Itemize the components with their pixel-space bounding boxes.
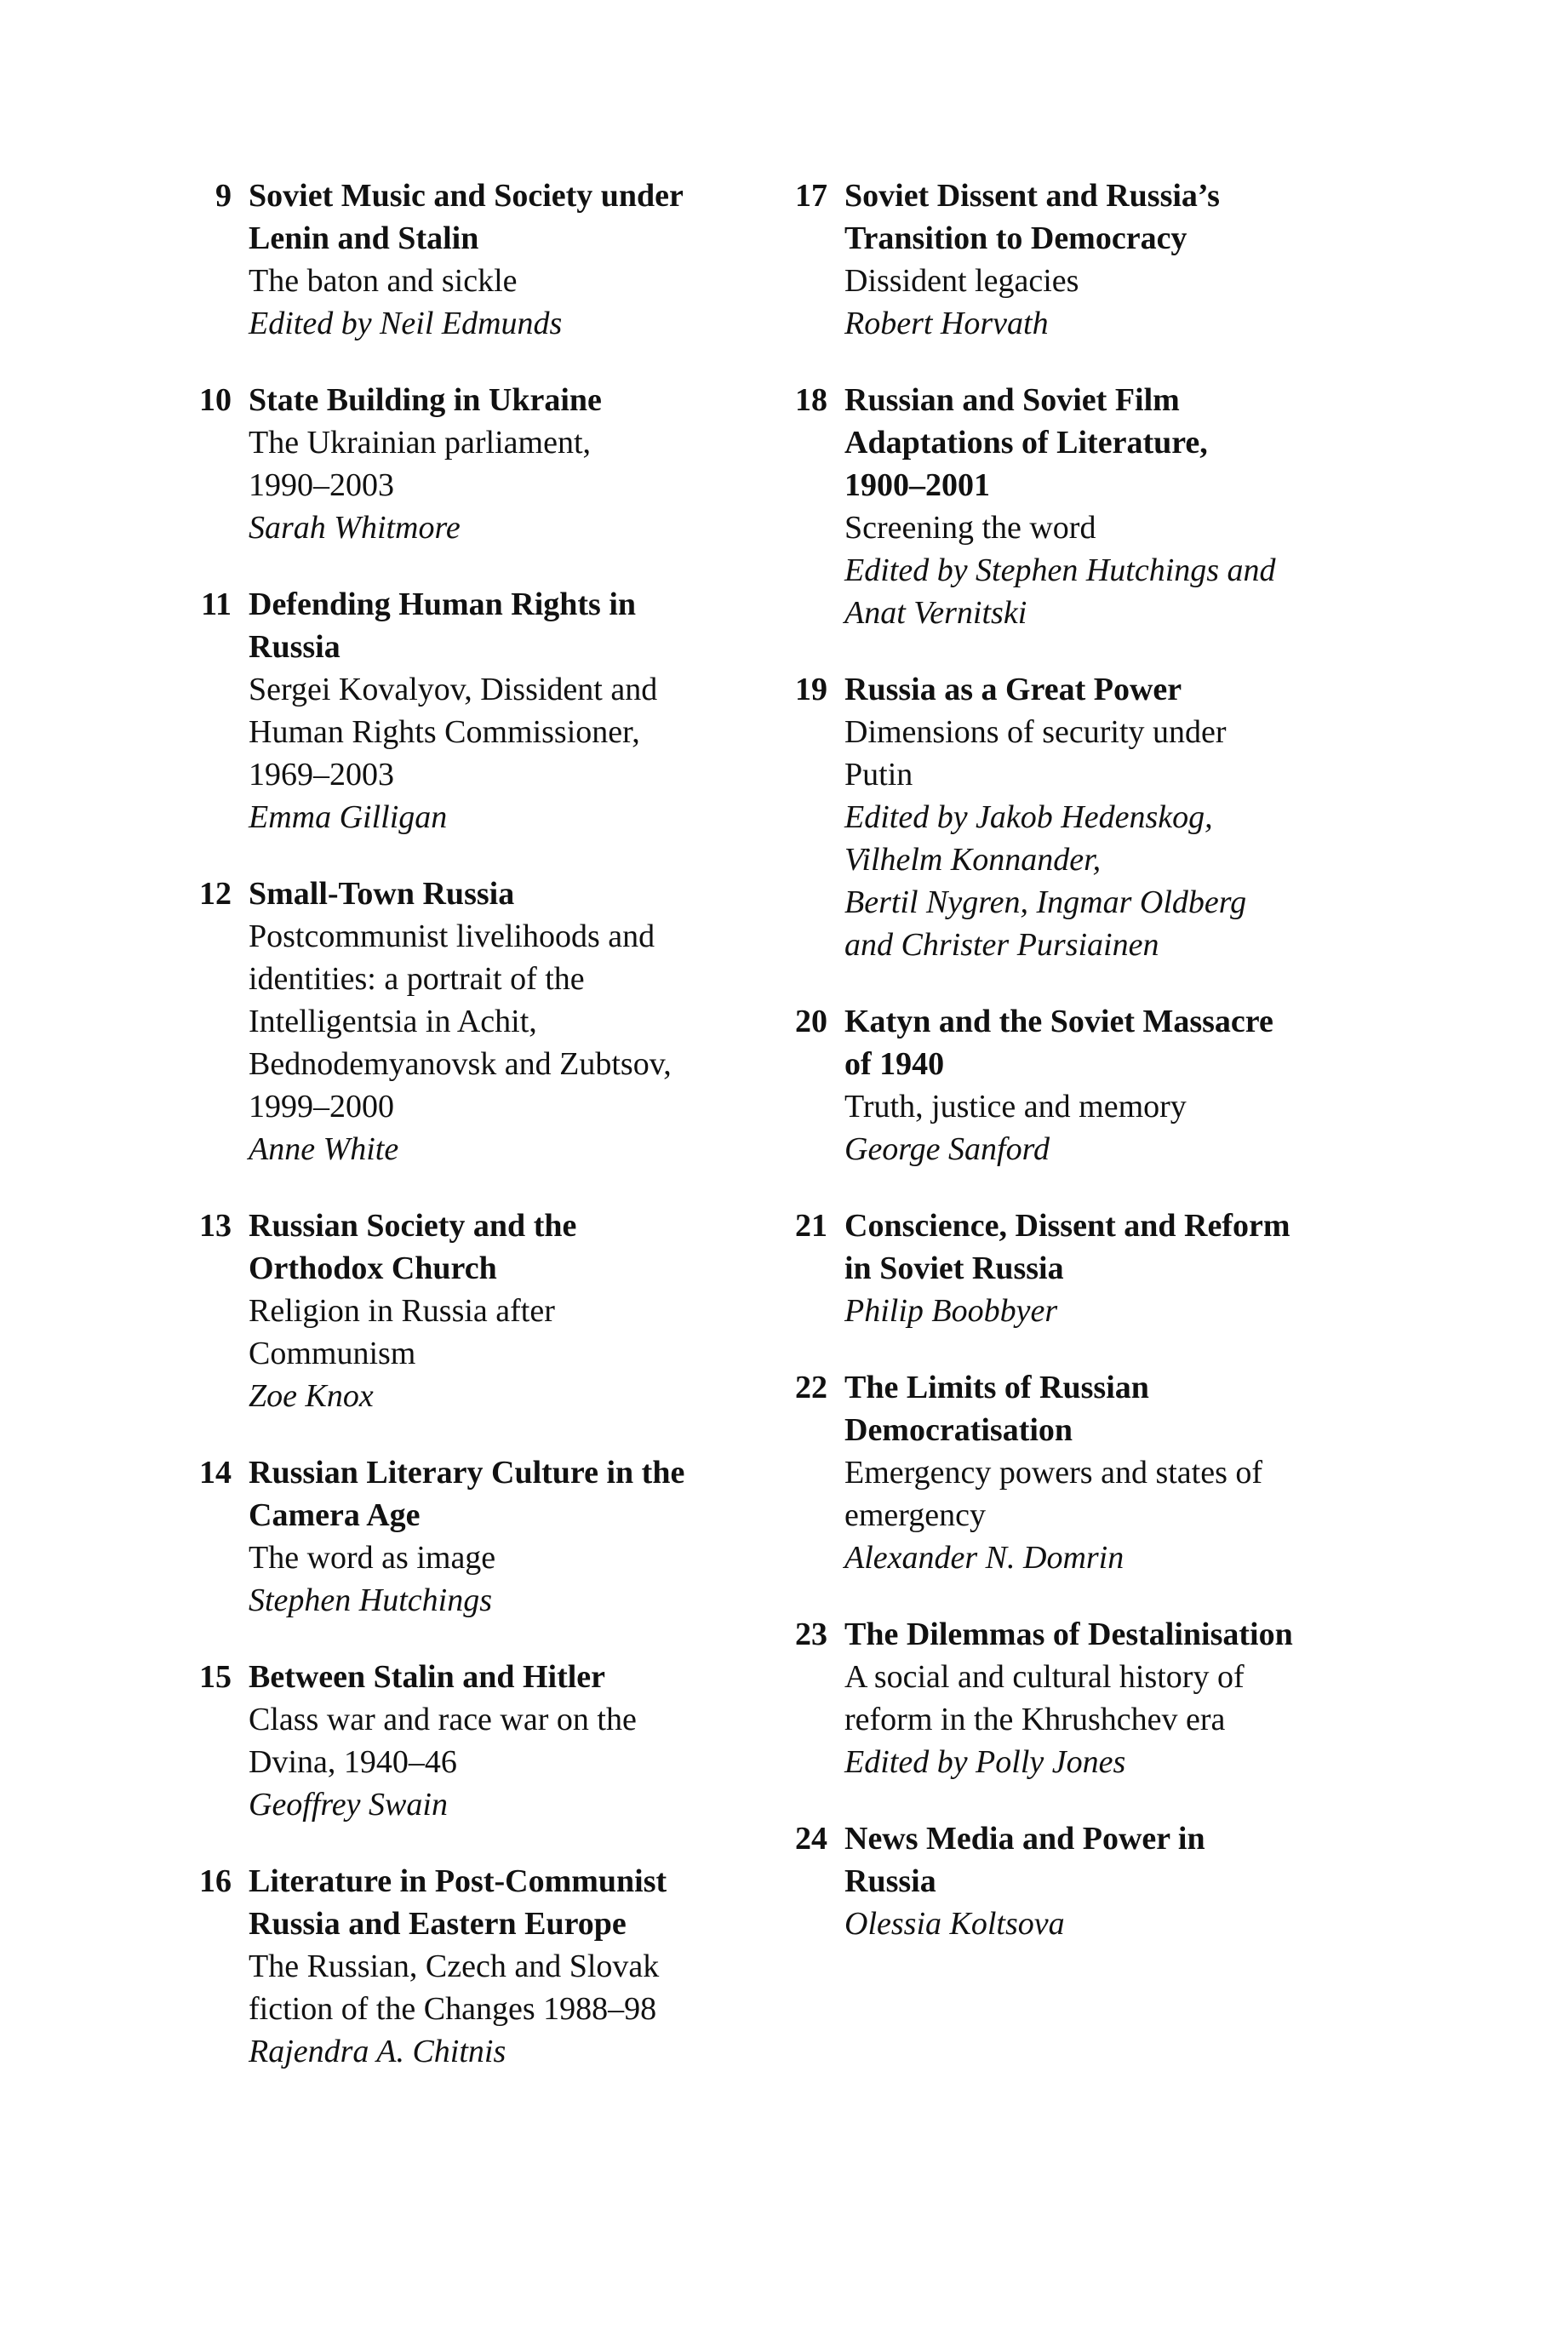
entry-title: Between Stalin and Hitler: [249, 1659, 606, 1695]
series-entry: [775, 668, 1388, 966]
entry-author: Edited by Polly Jones: [844, 1744, 1126, 1780]
right-column: [775, 175, 1388, 1979]
entry-number: 18: [795, 382, 827, 418]
entry-author: Olessia Koltsova: [844, 1906, 1065, 1942]
entry-title: Soviet Music and Society under Lenin and Stalin: [249, 178, 684, 256]
entry-author: Alexander N. Domrin: [844, 1540, 1124, 1576]
entry-subtitle: Dimensions of security under Putin: [844, 714, 1227, 793]
series-entry: [775, 1205, 1388, 1332]
entry-title: State Building in Ukraine: [249, 382, 602, 418]
entry-number: 21: [795, 1208, 827, 1244]
entry-author: Edited by Neil Edmunds: [249, 306, 563, 341]
entry-title: The Dilemmas of Destalinisation: [844, 1617, 1293, 1652]
entry-subtitle: Truth, justice and memory: [844, 1089, 1187, 1124]
series-entry: [179, 583, 758, 838]
entry-author: Anne White: [249, 1131, 399, 1167]
series-entry: [179, 1451, 758, 1622]
entry-subtitle: The Ukrainian parliament, 1990–2003: [249, 425, 592, 503]
entry-title: Literature in Post-Communist Russia and Eastern Europe: [249, 1863, 667, 1942]
entry-title: Conscience, Dissent and Reform in Soviet Russia: [844, 1208, 1290, 1286]
entry-subtitle: Sergei Kovalyov, Dissident and Human Rights Commissioner, 1969–2003: [249, 672, 658, 793]
series-entry: [775, 379, 1388, 634]
series-entry: [179, 175, 758, 345]
entry-title: Defending Human Rights in Russia: [249, 587, 637, 665]
entry-number: 16: [199, 1863, 232, 1899]
entry-author: Robert Horvath: [844, 306, 1049, 341]
entry-number: 20: [795, 1004, 827, 1039]
entry-number: 9: [215, 178, 232, 214]
entry-number: 19: [795, 672, 827, 707]
entry-author: Stephen Hutchings: [249, 1582, 493, 1618]
entry-author: Philip Boobbyer: [844, 1293, 1058, 1329]
entry-title: The Limits of Russian Democratisation: [844, 1370, 1149, 1448]
entry-subtitle: Emergency powers and states of emergency: [844, 1455, 1263, 1533]
entry-subtitle: Religion in Russia after Communism: [249, 1293, 555, 1371]
entry-subtitle: Postcommunist livelihoods and identities: a portrait of the Intelligentsia in Achit, Bednodemyanovsk and Zubtsov, 1999–2000: [249, 918, 672, 1124]
entry-author: Emma Gilligan: [249, 799, 448, 835]
entry-number: 17: [795, 178, 827, 214]
entry-subtitle: The word as image: [249, 1540, 496, 1576]
entry-author: George Sanford: [844, 1131, 1050, 1167]
series-entry: [775, 1817, 1388, 1945]
entry-number: 23: [795, 1617, 827, 1652]
entry-number: 11: [201, 587, 232, 622]
entry-title: Russian Literary Culture in the Camera Age: [249, 1455, 685, 1533]
series-entry: [775, 1000, 1388, 1170]
entry-title: Russia as a Great Power: [844, 672, 1182, 707]
entry-subtitle: A social and cultural history of reform in the Khrushchev era: [844, 1659, 1245, 1737]
entry-number: 13: [199, 1208, 232, 1244]
series-entry: [775, 1613, 1388, 1783]
entry-title: Soviet Dissent and Russia’s Transition to Democracy: [844, 178, 1220, 256]
series-entry: [179, 1205, 758, 1417]
series-entry: [179, 379, 758, 549]
series-entry: [775, 1366, 1388, 1579]
entry-title: Small-Town Russia: [249, 876, 515, 912]
series-entry: [179, 873, 758, 1170]
entry-subtitle: The Russian, Czech and Slovak fiction of the Changes 1988–98: [249, 1949, 660, 2027]
entry-author: Edited by Jakob Hedenskog, Vilhelm Konnander, Bertil Nygren, Ingmar Oldberg and Christer Pursiainen: [844, 799, 1247, 963]
entry-number: 10: [199, 382, 232, 418]
entry-subtitle: Dissident legacies: [844, 263, 1079, 299]
entry-subtitle: Screening the word: [844, 510, 1096, 546]
entry-subtitle: Class war and race war on the Dvina, 1940–46: [249, 1702, 637, 1780]
entry-subtitle: The baton and sickle: [249, 263, 518, 299]
entry-author: Edited by Stephen Hutchings and Anat Vernitski: [844, 552, 1276, 631]
entry-title: Russian and Soviet Film Adaptations of Literature, 1900–2001: [844, 382, 1208, 503]
entry-author: Geoffrey Swain: [249, 1787, 448, 1823]
entry-number: 12: [199, 876, 232, 912]
entry-author: Sarah Whitmore: [249, 510, 461, 546]
entry-title: Katyn and the Soviet Massacre of 1940: [844, 1004, 1273, 1082]
entry-number: 22: [795, 1370, 827, 1405]
left-column: [179, 175, 758, 2107]
entry-author: Rajendra A. Chitnis: [249, 2034, 506, 2069]
entry-number: 14: [199, 1455, 232, 1491]
entry-number: 24: [795, 1821, 827, 1857]
series-entry: [775, 175, 1388, 345]
series-entry: [179, 1656, 758, 1826]
entry-title: News Media and Power in Russia: [844, 1821, 1205, 1899]
entry-title: Russian Society and the Orthodox Church: [249, 1208, 577, 1286]
series-entry: [179, 1860, 758, 2073]
entry-author: Zoe Knox: [249, 1378, 374, 1414]
entry-number: 15: [199, 1659, 232, 1695]
